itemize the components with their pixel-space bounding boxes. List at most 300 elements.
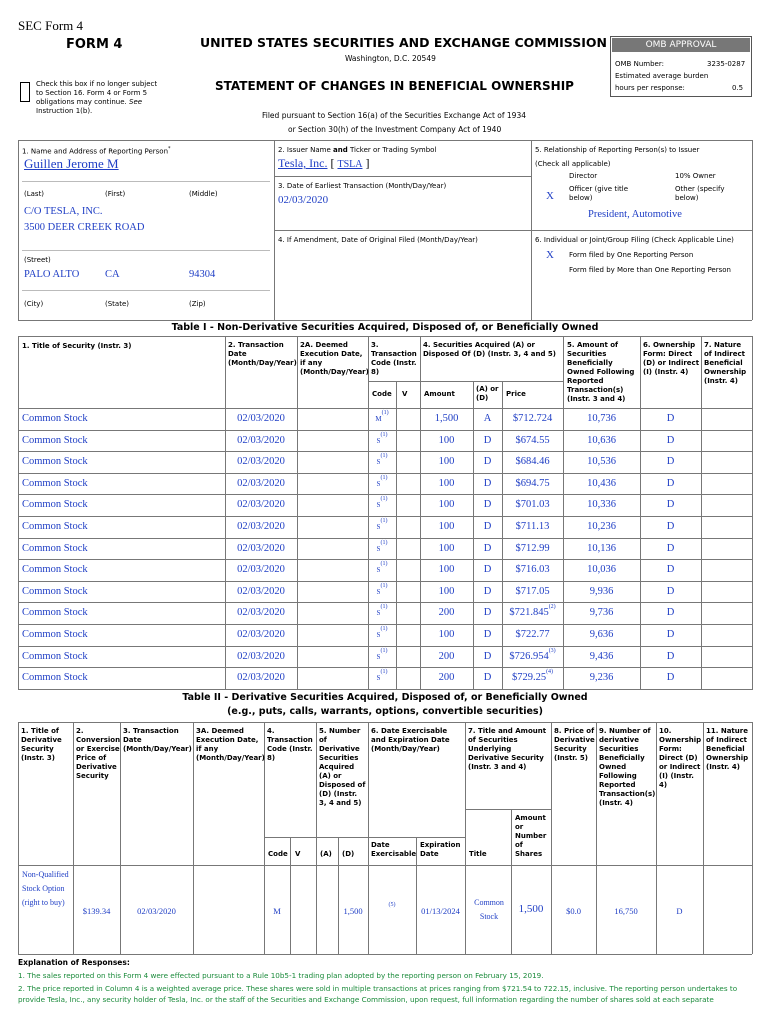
director-label: Director — [569, 172, 598, 180]
checkbox-text: Check this box if no longer subject to Section 16. Form 4 or Form 5 obligations may continue. — [36, 80, 158, 106]
t1-value-amount: 100 — [438, 456, 455, 468]
t2-h5: 5. Number of Derivative Securities Acquired (A) or Disposed of (D) (Instr. 3, 4 and 5) — [319, 727, 366, 807]
t1-value-owned: 9,236 — [589, 672, 614, 684]
t1-cell-ad — [473, 624, 502, 646]
t2-h4: 4. Transaction Code (Instr. 8) — [267, 727, 313, 762]
t1-h1: 1. Title of Security (Instr. 3) — [22, 342, 132, 350]
t1-value-title: Common Stock — [22, 564, 88, 576]
state-label: (State) — [105, 300, 129, 308]
t1-value-amount: 100 — [438, 542, 455, 554]
t1-h5: 5. Amount of Securities Beneficially Owned Following Reported Transaction(s) (Instr. 3 and 4) — [567, 341, 635, 403]
t1-value-amount: 100 — [438, 499, 455, 511]
t2-h11: 11. Nature of Indirect Beneficial Ownership (Instr. 4) — [706, 727, 749, 771]
t1-value-date: 02/03/2020 — [237, 542, 285, 554]
table-row — [18, 494, 752, 516]
t1-value-price: $684.46 — [515, 456, 550, 468]
t1-value-owned: 9,736 — [589, 607, 614, 619]
t1-value-amount: 100 — [438, 521, 455, 532]
footnote-2: 2. The price reported in Column 4 is a weighted average price. These shares were sold in multiple transactions at prices ranging from $721.54 to 722.15, inclusive. The reporting person undertakes to provide Tesla, Inc., any security holder of Tesla, Inc. or the staff of the Securities and Exchange Commission, upon request, full information regarding the number of shares sold at each separate — [18, 984, 738, 1004]
table-row — [18, 430, 752, 452]
t1-cell-title — [22, 581, 222, 603]
t1-h6: 6. Ownership Form: Direct (D) or Indirect (I) (Instr. 4) — [643, 341, 700, 376]
t1-cell-owned — [563, 624, 640, 646]
t1-cell-owned — [563, 473, 640, 495]
zip-value: 94304 — [189, 269, 216, 280]
t1-value-owned: 9,636 — [589, 629, 614, 640]
t1-value-code: S — [376, 566, 381, 575]
t1-cell-title — [22, 646, 222, 668]
t1-cell-owned — [563, 667, 640, 689]
t2-row-code: M — [273, 906, 281, 916]
t1-value-amount: 200 — [438, 672, 455, 684]
t1-cell-amount — [420, 430, 473, 452]
t1-value-title: Common Stock — [22, 434, 88, 446]
no-longer-subject-checkbox[interactable] — [20, 82, 30, 102]
t1-value-price: $721.845 — [509, 607, 549, 619]
t1-cell-date — [225, 667, 297, 689]
t2-title: Title — [469, 850, 487, 858]
footnote-ref: (1) — [380, 453, 388, 460]
t1-value-amount: 100 — [438, 629, 455, 640]
t1-cell-title — [22, 559, 222, 581]
table-row — [18, 581, 752, 603]
footnote-ref: (1) — [381, 410, 389, 416]
t1-value-date: 02/03/2020 — [237, 672, 285, 684]
t2-date-exercisable: Date Exercisable — [371, 841, 417, 858]
footnote-ref: (1) — [380, 518, 388, 524]
t1-value-owned: 9,936 — [589, 585, 614, 597]
box1-label — [22, 146, 171, 155]
box4-label: 4. If Amendment, Date of Original Filed (Month/Day/Year) — [278, 236, 478, 244]
one-person-x-mark: X — [546, 249, 554, 261]
t1-cell-price — [502, 430, 563, 452]
footnote-ref: (1) — [380, 647, 388, 654]
t2-h1: 1. Title of Derivative Security (Instr. 3) — [21, 727, 62, 762]
t1-value-code: S — [376, 631, 381, 639]
t1-value-owned: 10,536 — [587, 456, 616, 468]
t1-cell-title — [22, 667, 222, 689]
t1-value-form: D — [666, 650, 675, 662]
ten-pct-owner-label: 10% Owner — [675, 172, 716, 180]
t1-cell-form — [640, 473, 701, 495]
t2-h9: 9. Number of derivative Securities Beneficially Owned Following Reported Transaction(s) (Instr. 4) — [599, 727, 656, 807]
t1-value-title: Common Stock — [22, 521, 88, 532]
t1-value-title: Common Stock — [22, 607, 88, 619]
statement-title: STATEMENT OF CHANGES IN BENEFICIAL OWNERSHIP — [215, 79, 574, 93]
t1-value-amount: 100 — [438, 434, 455, 446]
t1-value-form: D — [666, 499, 675, 511]
footnote-ref: (1) — [380, 604, 388, 611]
box2-label — [278, 146, 436, 154]
box5-label: 5. Relationship of Reporting Person(s) to Issuer — [535, 146, 700, 154]
t1-value-owned: 10,736 — [587, 413, 616, 424]
agency-location: Washington, D.C. 20549 — [345, 54, 436, 63]
footnote-ref: (1) — [380, 496, 388, 503]
omb-hours-label: hours per response: — [615, 84, 685, 92]
t1-cell-code — [368, 451, 396, 474]
t2-h7: 7. Title and Amount of Securities Underlying Derivative Security (Instr. 3 and 4) — [468, 727, 547, 771]
t1-value-form: D — [666, 672, 675, 684]
table2-subtitle: (e.g., puts, calls, warrants, options, convertible securities) — [227, 706, 543, 717]
t1-value-code: S — [376, 501, 381, 510]
t1-cell-ad — [473, 559, 502, 581]
t1-cell-amount — [420, 667, 473, 689]
t1-value-ad: D — [483, 629, 492, 640]
t1-cell-amount — [420, 408, 473, 430]
t1-cell-amount — [420, 646, 473, 668]
t1-cell-ad — [473, 451, 502, 473]
other-label: Other (specify below) — [675, 185, 725, 202]
t1-cell-ad — [473, 494, 502, 516]
t1-price: Price — [506, 390, 526, 398]
t1-h2: 2. Transaction Date (Month/Day/Year) — [228, 341, 297, 367]
t1-cell-code — [368, 494, 396, 517]
t1-code: Code — [372, 390, 392, 398]
table-row — [18, 624, 752, 646]
t1-value-title: Common Stock — [22, 499, 88, 511]
t1-cell-owned — [563, 646, 640, 668]
table-row — [18, 451, 752, 473]
t1-cell-form — [640, 559, 701, 581]
t1-cell-form — [640, 494, 701, 516]
t1-value-title: Common Stock — [22, 672, 88, 684]
company-line: C/O TESLA, INC. — [24, 206, 103, 217]
t1-cell-amount — [420, 451, 473, 473]
t1-cell-date — [225, 451, 297, 473]
t1-cell-form — [640, 451, 701, 473]
t1-cell-code — [368, 430, 396, 453]
box3-label: 3. Date of Earliest Transaction (Month/Day/Year) — [278, 182, 447, 190]
zip-label: (Zip) — [189, 300, 206, 308]
t1-cell-price — [502, 494, 563, 516]
t1-value-title: Common Stock — [22, 629, 88, 640]
t1-aord: (A) or (D) — [476, 385, 499, 402]
table2-title: Table II - Derivative Securities Acquired, Disposed of, or Beneficially Owned — [182, 692, 588, 703]
check-all-applicable: (Check all applicable) — [535, 160, 611, 168]
box1-label-star: * — [168, 146, 171, 152]
t1-value-code: S — [376, 544, 381, 553]
t2-row-d: 1,500 — [343, 906, 363, 916]
t1-value-amount: 200 — [438, 607, 455, 619]
form-title: FORM 4 — [66, 37, 123, 52]
table-row — [18, 559, 752, 581]
t1-cell-price — [502, 451, 563, 473]
t1-cell-form — [640, 516, 701, 538]
t1-value-date: 02/03/2020 — [237, 434, 285, 446]
t2-d: (D) — [342, 850, 355, 858]
t1-value-date: 02/03/2020 — [237, 477, 285, 489]
t1-value-price: $726.954 — [509, 650, 549, 662]
t1-value-form: D — [666, 456, 675, 468]
t1-h4: 4. Securities Acquired (A) or Disposed Of (D) (Instr. 3, 4 and 5) — [423, 341, 556, 358]
t1-cell-date — [225, 538, 297, 560]
t1-value-amount: 1,500 — [434, 413, 459, 424]
t1-cell-code — [368, 602, 396, 625]
table-row — [18, 516, 752, 538]
t1-cell-title — [22, 516, 222, 538]
checkbox-see: See — [129, 98, 143, 106]
t2-row-expiration: 01/13/2024 — [421, 906, 460, 916]
t1-value-title: Common Stock — [22, 650, 88, 662]
t1-value-form: D — [666, 521, 675, 532]
t1-cell-form — [640, 538, 701, 560]
street-label: (Street) — [24, 256, 51, 264]
t1-value-ad: D — [483, 607, 492, 619]
ticker-bracket-close: ] — [365, 156, 370, 170]
t1-cell-amount — [420, 581, 473, 603]
footnote-ref: (1) — [380, 539, 388, 546]
reporting-person-name[interactable]: Guillen Jerome M — [24, 156, 119, 171]
t1-cell-form — [640, 667, 701, 689]
t1-value-title: Common Stock — [22, 456, 88, 468]
t1-value-code: S — [376, 587, 381, 596]
t1-cell-ad — [473, 602, 502, 624]
t1-cell-code — [368, 559, 396, 582]
address-line: 3500 DEER CREEK ROAD — [24, 222, 145, 233]
t1-value-owned: 10,036 — [587, 564, 616, 576]
t1-value-code: S — [376, 436, 381, 445]
t1-value-date: 02/03/2020 — [237, 564, 285, 576]
t1-value-price: $712.99 — [515, 542, 550, 554]
t2-code: Code — [268, 850, 288, 858]
t2-v: V — [295, 850, 301, 858]
t1-cell-form — [640, 602, 701, 624]
t2-row-exercisable: (5) — [388, 902, 396, 908]
t1-value-code: S — [376, 458, 381, 467]
t1-value-title: Common Stock — [22, 542, 88, 554]
footnote-ref: (1) — [380, 561, 388, 568]
t1-value-form: D — [666, 629, 675, 640]
t1-value-date: 02/03/2020 — [237, 607, 285, 619]
t1-cell-ad — [473, 538, 502, 560]
city-value: PALO ALTO — [24, 269, 80, 280]
t1-cell-title — [22, 451, 222, 473]
t2-row-date: 02/03/2020 — [137, 906, 176, 916]
issuer-name[interactable]: Tesla, Inc. — [278, 156, 328, 170]
t2-row-amount: 1,500 — [518, 903, 544, 915]
t1-value-owned: 10,436 — [587, 477, 616, 489]
sec-form-label: SEC Form 4 — [18, 18, 84, 33]
table-row — [18, 646, 752, 668]
t1-value-date: 02/03/2020 — [237, 413, 285, 424]
t1-value-code: S — [376, 479, 381, 488]
t1-value-ad: D — [483, 542, 492, 554]
t1-value-ad: D — [483, 564, 492, 576]
t1-value-amount: 100 — [438, 564, 455, 576]
footnote-ref: (4) — [546, 669, 554, 676]
t1-cell-title — [22, 494, 222, 516]
t1-value-code: S — [376, 609, 381, 618]
ticker-symbol[interactable]: TSLA — [337, 159, 363, 170]
one-person-label: Form filed by One Reporting Person — [569, 251, 694, 259]
t1-cell-price — [502, 559, 563, 581]
officer-label: Officer (give title below) — [569, 185, 629, 202]
t1-value-date: 02/03/2020 — [237, 629, 285, 640]
t1-v: V — [402, 390, 408, 398]
t2-row-dprice: $0.0 — [566, 906, 581, 916]
t1-value-date: 02/03/2020 — [237, 521, 285, 532]
table-row — [18, 408, 752, 430]
t1-cell-owned — [563, 408, 640, 430]
table-row — [18, 667, 752, 689]
last-label: (Last) — [24, 190, 45, 198]
t1-cell-code — [368, 624, 396, 647]
box1-label-text: 1. Name and Address of Reporting Person — [22, 147, 169, 156]
t2-h3a: 3A. Deemed Execution Date, if any (Month/Day/Year) — [196, 727, 265, 762]
t2-row-price: $139.34 — [82, 906, 111, 916]
t2-h3: 3. Transaction Date (Month/Day/Year) — [123, 727, 192, 753]
t1-value-date: 02/03/2020 — [237, 585, 285, 597]
t1-cell-date — [225, 516, 297, 538]
t1-value-code: S — [376, 652, 381, 661]
t1-cell-price — [502, 408, 563, 430]
box2-label-and: and — [333, 146, 348, 154]
issuer-line — [278, 156, 369, 171]
table-row — [18, 602, 752, 624]
t1-value-price: $694.75 — [515, 477, 550, 489]
t1-cell-amount — [420, 538, 473, 560]
t1-value-form: D — [666, 564, 675, 576]
t1-cell-price — [502, 667, 563, 689]
t1-cell-date — [225, 602, 297, 624]
t1-cell-owned — [563, 602, 640, 624]
t1-cell-form — [640, 624, 701, 646]
t1-cell-code — [368, 646, 396, 669]
t1-value-amount: 100 — [438, 477, 455, 489]
t1-value-ad: D — [483, 585, 492, 597]
t1-cell-price — [502, 646, 563, 668]
t1-value-form: D — [666, 585, 675, 597]
t2-row-form: D — [676, 906, 683, 916]
t1-h2a: 2A. Deemed Execution Date, if any (Month/Day/Year) — [300, 341, 369, 376]
t1-value-ad: D — [483, 521, 492, 532]
t1-cell-owned — [563, 581, 640, 603]
t1-cell-amount — [420, 624, 473, 646]
explanation-label: Explanation of Responses: — [18, 958, 130, 967]
more-persons-label: Form filed by More than One Reporting Person — [569, 266, 731, 274]
t2-row-title: Non-Qualified Stock Option (right to buy) — [22, 870, 69, 907]
t1-value-amount: 200 — [438, 650, 455, 662]
t1-value-form: D — [666, 607, 675, 619]
footnote-ref: (1) — [380, 626, 388, 632]
t1-value-owned: 10,236 — [587, 521, 616, 532]
t1-cell-form — [640, 408, 701, 430]
t1-value-owned: 9,436 — [589, 650, 614, 662]
table1-title: Table I - Non-Derivative Securities Acquired, Disposed of, or Beneficially Owned — [171, 322, 599, 333]
t1-cell-date — [225, 581, 297, 603]
t1-cell-code — [368, 581, 396, 604]
footnote-ref: (1) — [380, 474, 388, 481]
t1-cell-price — [502, 581, 563, 603]
t1-cell-date — [225, 408, 297, 430]
t2-expiration: Expiration Date — [420, 841, 461, 858]
box6-label: 6. Individual or Joint/Group Filing (Check Applicable Line) — [535, 236, 734, 244]
t1-cell-amount — [420, 473, 473, 495]
t1-value-price: $722.77 — [515, 629, 550, 640]
footnote-ref: (1) — [380, 431, 388, 438]
filed-pursuant-line1: Filed pursuant to Section 16(a) of the Securities Exchange Act of 1934 — [262, 111, 526, 120]
footnote-ref: (1) — [380, 582, 388, 589]
t1-cell-price — [502, 624, 563, 646]
t1-value-form: D — [666, 542, 675, 554]
omb-burden-label: Estimated average burden — [615, 72, 709, 80]
t1-cell-date — [225, 494, 297, 516]
t1-value-ad: A — [483, 413, 492, 424]
t1-cell-price — [502, 473, 563, 495]
footnote-ref: (2) — [548, 604, 556, 611]
t1-cell-title — [22, 430, 222, 452]
t2-row-owned: 16,750 — [614, 906, 638, 916]
t1-cell-price — [502, 538, 563, 560]
t2-h8: 8. Price of Derivative Security (Instr. 5) — [554, 727, 595, 762]
footnote-ref: (3) — [548, 647, 556, 654]
t1-cell-amount — [420, 602, 473, 624]
t1-cell-amount — [420, 559, 473, 581]
t1-cell-date — [225, 624, 297, 646]
t1-value-price: $712.724 — [512, 413, 553, 424]
agency-title: UNITED STATES SECURITIES AND EXCHANGE COMMISSION — [200, 35, 607, 50]
t1-cell-owned — [563, 494, 640, 516]
t1-cell-owned — [563, 538, 640, 560]
t1-cell-title — [22, 602, 222, 624]
t1-cell-form — [640, 646, 701, 668]
t1-value-ad: D — [483, 672, 492, 684]
t1-amount: Amount — [424, 390, 455, 398]
t1-cell-ad — [473, 430, 502, 452]
t1-value-ad: D — [483, 456, 492, 468]
t1-value-title: Common Stock — [22, 477, 88, 489]
t1-h3: 3. Transaction Code (Instr. 8) — [371, 341, 417, 376]
footnote-ref: (1) — [380, 669, 388, 676]
city-label: (City) — [24, 300, 44, 308]
t1-cell-code — [368, 538, 396, 561]
box2-label-pre: 2. Issuer Name — [278, 146, 331, 154]
t1-cell-code — [368, 516, 396, 539]
state-value: CA — [105, 269, 120, 280]
t2-h2: 2. Conversion or Exercise Price of Derivative Security — [76, 727, 121, 780]
first-label: (First) — [105, 190, 126, 198]
t1-cell-form — [640, 581, 701, 603]
t1-value-price: $729.25 — [511, 672, 547, 684]
t1-value-ad: D — [483, 499, 492, 511]
t1-cell-ad — [473, 581, 502, 603]
t1-cell-form — [640, 430, 701, 452]
checkbox-instruction: Instruction 1(b). — [36, 107, 93, 115]
box2-label-post: Ticker or Trading Symbol — [349, 146, 437, 154]
t2-a: (A) — [320, 850, 332, 858]
t1-cell-owned — [563, 559, 640, 581]
t1-value-form: D — [666, 413, 675, 424]
t1-cell-title — [22, 408, 222, 430]
omb-number-value: 3235-0287 — [707, 60, 746, 68]
t1-cell-price — [502, 516, 563, 538]
t1-value-owned: 10,336 — [587, 499, 616, 511]
omb-number-label: OMB Number: — [615, 60, 664, 68]
ticker-bracket-open: [ — [330, 156, 335, 170]
table-row — [18, 473, 752, 495]
t1-value-amount: 100 — [438, 585, 455, 597]
t1-value-price: $717.05 — [515, 585, 550, 597]
t1-cell-price — [502, 602, 563, 624]
t1-cell-code — [368, 408, 396, 431]
t1-value-code: S — [376, 523, 381, 531]
t1-value-form: D — [666, 434, 675, 446]
t1-cell-ad — [473, 473, 502, 495]
t1-value-ad: D — [483, 650, 492, 662]
t1-cell-date — [225, 646, 297, 668]
t2-h10: 10. Ownership Form: Direct (D) or Indirect (I) (Instr. 4) — [659, 727, 702, 789]
omb-title: OMB APPROVAL — [612, 38, 750, 52]
